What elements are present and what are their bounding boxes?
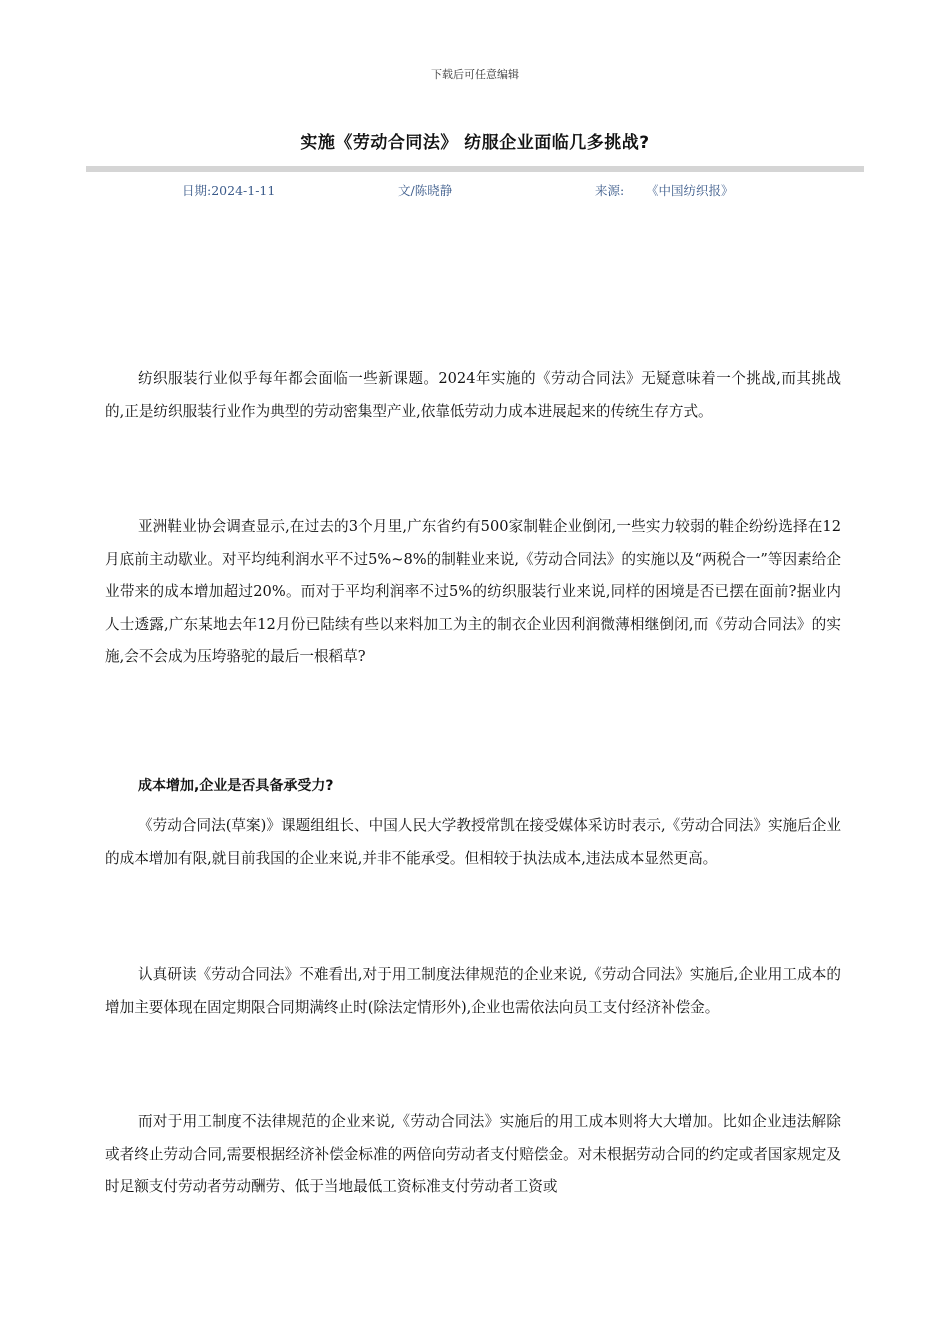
article-title: 实施《劳动合同法》 纺服企业面临几多挑战? [300, 133, 650, 153]
section-subheading: 成本增加,企业是否具备承受力? [138, 778, 334, 794]
paragraph-2: 亚洲鞋业协会调查显示,在过去的3个月里,广东省约有500家制鞋企业倒闭,一些实力较弱的鞋企纷纷选择在12月底前主动歇业。对平均纯利润水平不过5%~8%的制鞋业来说,《劳动合同法》的实施以及“两税合一”等因素给企业带来的成本增加超过20%。而对于平均利润率不过5%的纺织服装行业来说,同样的困境是否已摆在面前?据业内人士透露,广东某地去年12月份已陆续有些以来料加工为主的制衣企业因利润微薄相继倒闭,而《劳动合同法》的实施,会不会成为压垮骆驼的最后一根稻草? [105, 518, 841, 665]
title-divider [86, 166, 864, 172]
paragraph-1: 纺织服装行业似乎每年都会面临一些新课题。2024年实施的《劳动合同法》无疑意味着一个挑战,而其挑战的,正是纺织服装行业作为典型的劳动密集型产业,依靠低劳动力成本进展起来的传统生存方式。 [105, 370, 841, 420]
paragraph-3: 《劳动合同法(草案)》课题组组长、中国人民大学教授常凯在接受媒体采访时表示,《劳动合同法》实施后企业的成本增加有限,就目前我国的企业来说,并非不能承受。但相较于执法成本,违法成本显然更高。 [105, 817, 841, 867]
paragraph-4: 认真研读《劳动合同法》不难看出,对于用工制度法律规范的企业来说,《劳动合同法》实施后,企业用工成本的增加主要体现在固定期限合同期满终止时(除法定情形外),企业也需依法向员工支付经济补偿金。 [105, 966, 841, 1016]
paragraph-5: 而对于用工制度不法律规范的企业来说,《劳动合同法》实施后的用工成本则将大大增加。比如企业违法解除或者终止劳动合同,需要根据经济补偿金标准的两倍向劳动者支付赔偿金。对未根据劳动合同的约定或者国家规定及时足额支付劳动者劳动酬劳、低于当地最低工资标准支付劳动者工资或 [105, 1113, 841, 1195]
article-source-label: 来源: [595, 183, 625, 198]
article-author: 文/陈晓静 [398, 183, 453, 198]
header-note: 下载后可任意编辑 [431, 68, 519, 81]
article-source: 《中国纺织报》 [646, 183, 734, 198]
article-date: 日期:2024-1-11 [182, 183, 276, 198]
